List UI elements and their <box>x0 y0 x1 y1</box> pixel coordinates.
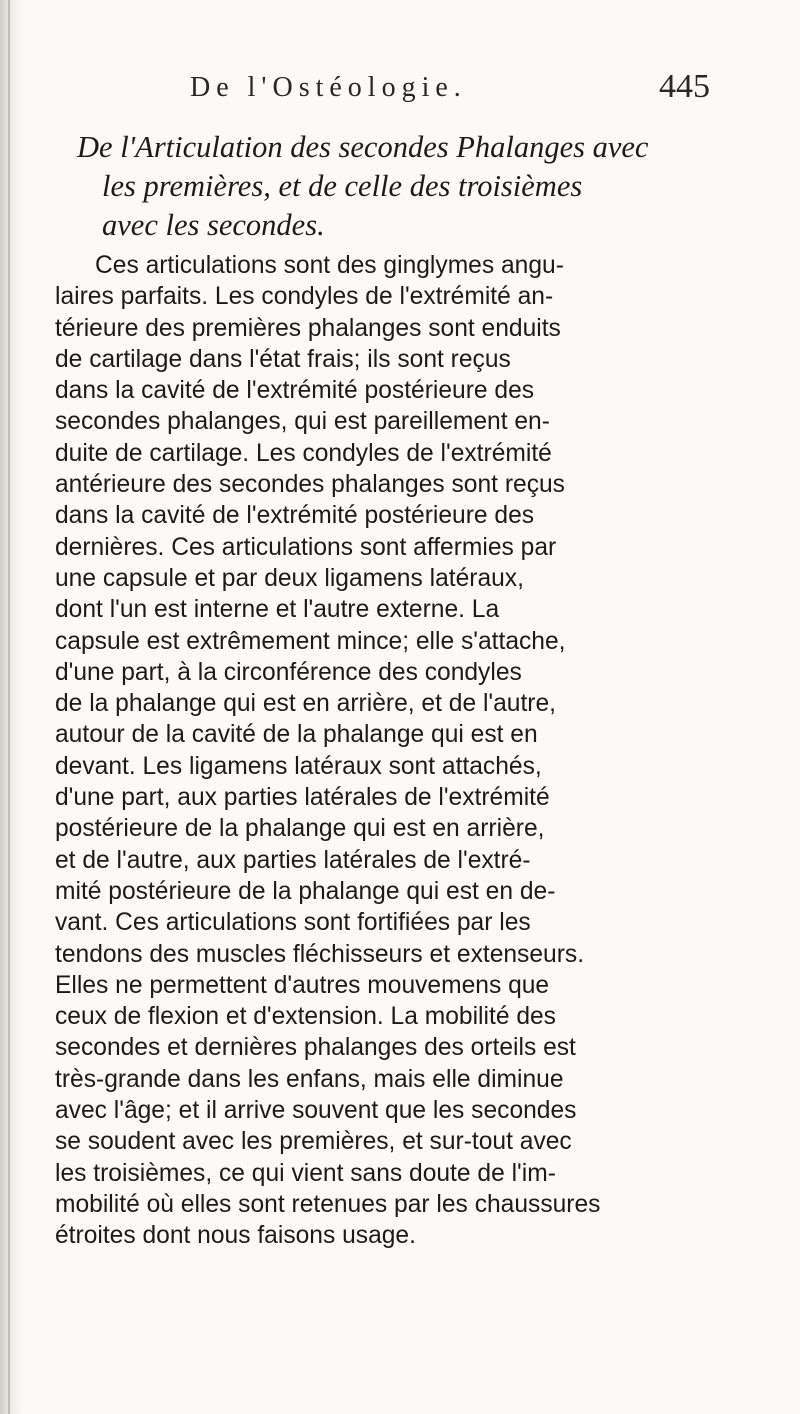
text-line: les troisièmes, ce qui vient sans doute de l'im- <box>55 1159 556 1187</box>
text-line: capsule est extrêmement mince; elle s'attache, <box>55 627 566 655</box>
text-line: mobilité où elles sont retenues par les chaussures <box>55 1190 601 1218</box>
text-line: laires parfaits. Les condyles de l'extrémité an- <box>55 283 554 311</box>
text-line: térieure des premières phalanges sont enduits <box>55 314 561 342</box>
text-line: mité postérieure de la phalange qui est en de- <box>55 877 556 905</box>
text-line: se soudent avec les premières, et sur-tout avec <box>55 1128 572 1156</box>
text-line: dans la cavité de l'extrémité postérieure des <box>55 502 535 530</box>
page-header <box>190 68 710 122</box>
text-line: dernières. Ces articulations sont affermies par <box>55 533 557 561</box>
text-line: une capsule et par deux ligamens latéraux, <box>55 564 524 592</box>
section-title-line: avec les secondes. <box>102 208 325 242</box>
page-binding-shadow <box>0 0 22 1414</box>
text-line: étroites dont nous faisons usage. <box>55 1222 416 1250</box>
text-line: postérieure de la phalange qui est en arrière, <box>55 815 545 843</box>
section-title-line: les premières, et de celle des troisièmes <box>102 169 583 203</box>
body-paragraph <box>55 250 755 1252</box>
text-line: dont l'un est interne et l'autre externe. La <box>55 596 500 624</box>
binding-edge-line <box>8 0 10 1414</box>
text-line: de cartilage dans l'état frais; ils sont reçus <box>55 345 511 373</box>
page-number: 445 <box>659 68 710 105</box>
text-line: très-grande dans les enfans, mais elle diminue <box>55 1065 564 1093</box>
text-line: vant. Ces articulations sont fortifiées par les <box>55 909 531 937</box>
text-line: ceux de flexion et d'extension. La mobilité des <box>55 1003 556 1031</box>
text-line: d'une part, à la circonférence des condyles <box>55 658 522 686</box>
text-line: autour de la cavité de la phalange qui est en <box>55 721 538 749</box>
text-line: d'une part, aux parties latérales de l'extrémité <box>55 784 550 812</box>
text-line: duite de cartilage. Les condyles de l'extrémité <box>55 439 552 467</box>
text-line: secondes et dernières phalanges des orteils est <box>55 1034 576 1062</box>
text-line: de la phalange qui est en arrière, et de l'autre, <box>55 690 557 718</box>
text-line: avec l'âge; et il arrive souvent que les secondes <box>55 1097 577 1125</box>
running-head: De l'Ostéologie. <box>190 72 467 103</box>
text-line: antérieure des secondes phalanges sont reçus <box>55 471 565 499</box>
text-line: tendons des muscles fléchisseurs et extenseurs. <box>55 940 585 968</box>
text-line: dans la cavité de l'extrémité postérieure des <box>55 377 535 405</box>
section-title-line: De l'Articulation des secondes Phalanges avec <box>77 130 649 164</box>
text-line: secondes phalanges, qui est pareillement en- <box>55 408 550 436</box>
text-line: Ces articulations sont des ginglymes angu- <box>95 252 564 279</box>
section-title <box>77 128 737 245</box>
text-line: devant. Les ligamens latéraux sont attachés, <box>55 752 542 780</box>
text-line: et de l'autre, aux parties latérales de l'extré- <box>55 846 531 874</box>
text-line: Elles ne permettent d'autres mouvemens que <box>55 971 550 999</box>
